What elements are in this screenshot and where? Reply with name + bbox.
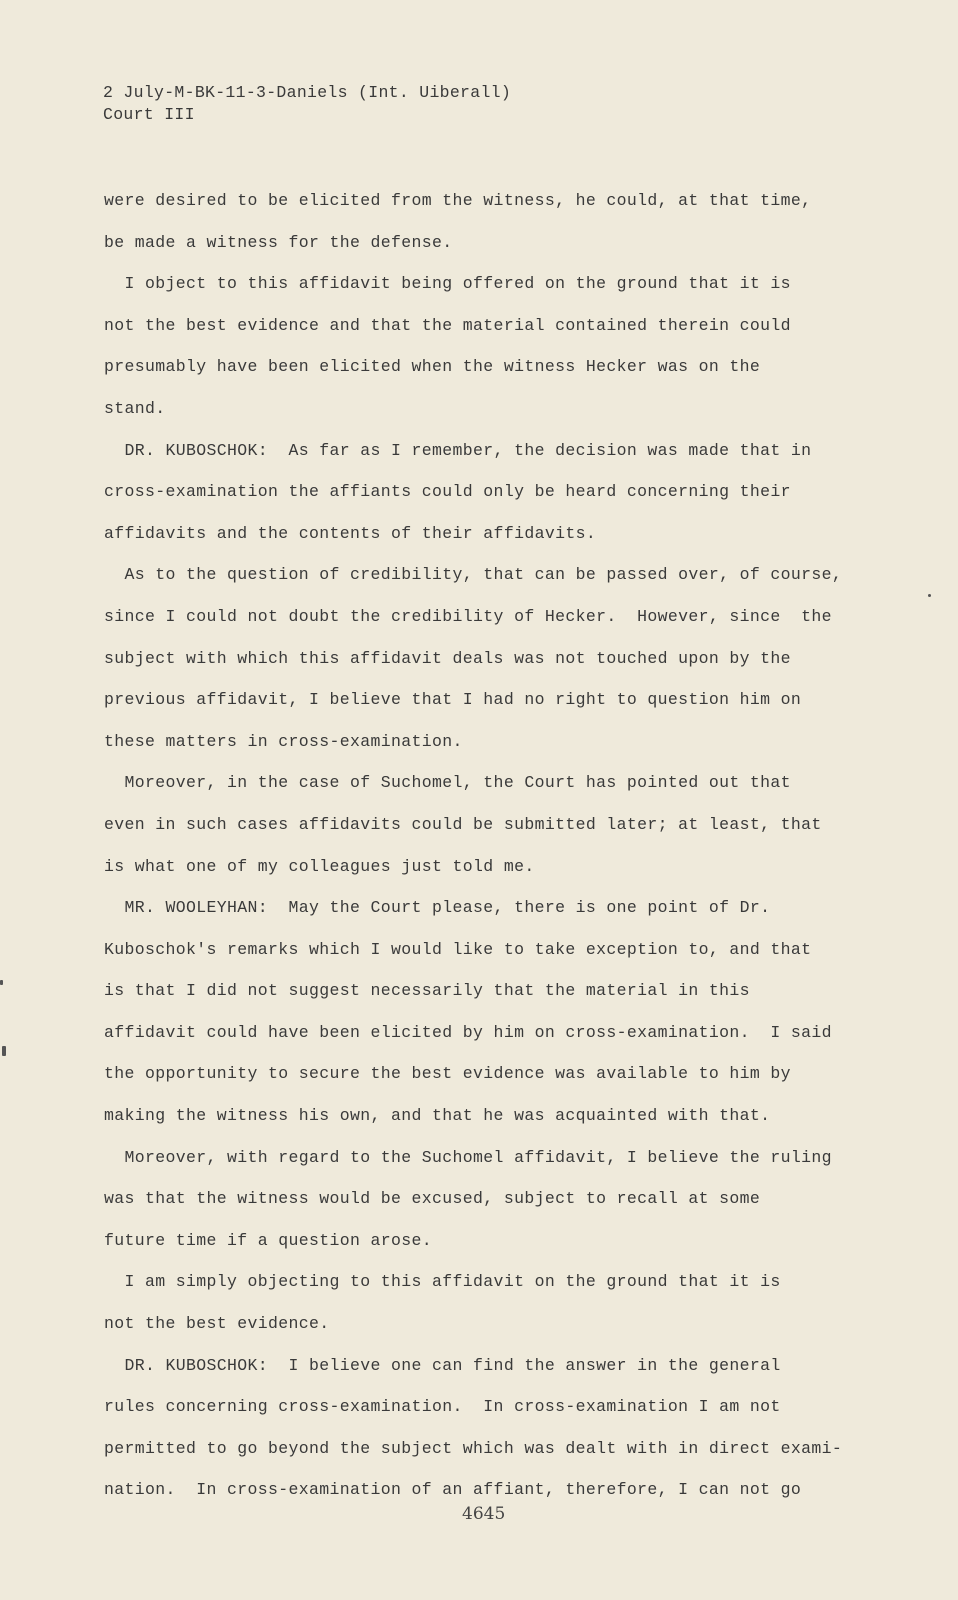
- transcript-line: nation. In cross-examination of an affiant, therefore, I can not go: [104, 1480, 802, 1500]
- transcript-line: permitted to go beyond the subject which was dealt with in direct exami-: [104, 1438, 843, 1458]
- transcript-line: Moreover, with regard to the Suchomel affidavit, I believe the ruling: [104, 1147, 832, 1167]
- transcript-line: making the witness his own, and that he was acquainted with that.: [104, 1106, 771, 1126]
- transcript-line: Moreover, in the case of Suchomel, the Court has pointed out that: [104, 773, 791, 793]
- transcript-line: I am simply objecting to this affidavit on the ground that it is: [104, 1272, 781, 1292]
- transcript-line: I object to this affidavit being offered on the ground that it is: [104, 274, 791, 294]
- transcript-line: DR. KUBOSCHOK: As far as I remember, the decision was made that in: [104, 440, 812, 460]
- transcript-line: since I could not doubt the credibility of Hecker. However, since the: [104, 606, 832, 626]
- transcript-line: As to the question of credibility, that can be passed over, of course,: [104, 565, 843, 585]
- transcript-line: DR. KUBOSCHOK: I believe one can find the answer in the general: [104, 1355, 781, 1375]
- transcript-line: not the best evidence.: [104, 1314, 330, 1334]
- transcript-line: future time if a question arose.: [104, 1230, 433, 1250]
- transcript-line: be made a witness for the defense.: [104, 232, 453, 252]
- margin-mark: [2, 1046, 6, 1056]
- transcript-line: the opportunity to secure the best evidence was available to him by: [104, 1064, 791, 1084]
- header-court: Court III: [103, 105, 195, 124]
- transcript-line: affidavits and the contents of their affidavits.: [104, 523, 597, 543]
- paper-speck: [928, 594, 931, 597]
- transcript-line: cross-examination the affiants could only be heard concerning their: [104, 482, 791, 502]
- transcript-line: stand.: [104, 398, 166, 418]
- transcript-line: presumably have been elicited when the witness Hecker was on the: [104, 357, 761, 377]
- document-header: [103, 82, 511, 126]
- margin-mark: [0, 980, 3, 985]
- transcript-line: these matters in cross-examination.: [104, 731, 463, 751]
- transcript-line: not the best evidence and that the material contained therein could: [104, 315, 791, 335]
- transcript-line: is what one of my colleagues just told me.: [104, 856, 535, 876]
- transcript-line: MR. WOOLEYHAN: May the Court please, there is one point of Dr.: [104, 898, 771, 918]
- transcript-line: previous affidavit, I believe that I had no right to question him on: [104, 690, 802, 710]
- header-reference: 2 July-M-BK-11-3-Daniels (Int. Uiberall): [103, 83, 512, 102]
- transcript-line: is that I did not suggest necessarily that the material in this: [104, 981, 750, 1001]
- transcript-line: Kuboschok's remarks which I would like to take exception to, and that: [104, 939, 812, 959]
- transcript-line: were desired to be elicited from the witness, he could, at that time,: [104, 191, 812, 210]
- transcript-line: even in such cases affidavits could be submitted later; at least, that: [104, 814, 822, 834]
- page-number: 4645: [462, 1504, 506, 1524]
- transcript-line: affidavit could have been elicited by him on cross-examination. I said: [104, 1022, 832, 1042]
- transcript-line: was that the witness would be excused, subject to recall at some: [104, 1189, 761, 1209]
- transcript-body: [104, 180, 864, 1511]
- transcript-line: subject with which this affidavit deals was not touched upon by the: [104, 648, 791, 668]
- transcript-line: rules concerning cross-examination. In cross-examination I am not: [104, 1397, 781, 1417]
